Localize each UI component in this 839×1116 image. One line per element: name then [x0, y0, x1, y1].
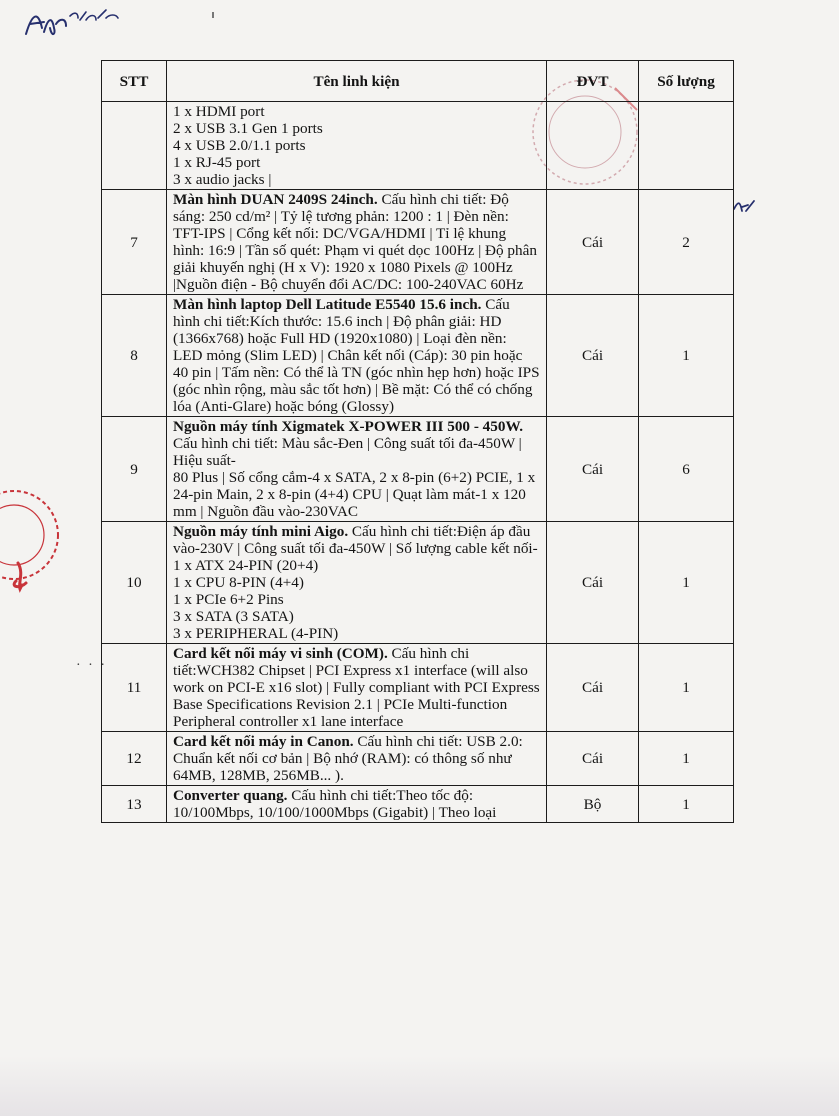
row-stt — [102, 102, 167, 190]
row-qty: 1 — [639, 644, 734, 732]
spec-line: 80 Plus | Số cổng cắm-4 x SATA, 2 x 8-pin (6+2) PCIE, 1 x 24-pin Main, 2 x 8-pin (4+4) CPU | Quạt làm mát-1 x 120 mm | Nguồn đầu vào-230VAC — [173, 469, 536, 520]
row-unit: Cái — [547, 732, 639, 786]
row-unit: Cái — [547, 190, 639, 295]
col-stt: STT — [102, 61, 167, 102]
row-stt: 8 — [102, 295, 167, 417]
col-unit: ĐVT — [547, 61, 639, 102]
item-spec: Cấu hình chi tiết: Màu sắc-Đen | Công suất tối đa-450W | Hiệu suất- — [173, 435, 522, 469]
row-stt: 11 — [102, 644, 167, 732]
row-qty: 2 — [639, 190, 734, 295]
row-desc — [167, 522, 547, 644]
item-title: Màn hình laptop Dell Latitude E5540 15.6 inch. — [173, 296, 482, 313]
item-title: Nguồn máy tính mini Aigo. — [173, 523, 349, 540]
stamp-fragment — [0, 485, 64, 605]
parts-table — [101, 60, 734, 823]
item-title: Nguồn máy tính Xigmatek X-POWER III 500 - 450W. — [173, 418, 524, 435]
row-stt: 9 — [102, 417, 167, 522]
row-qty — [639, 102, 734, 190]
row-stt: 7 — [102, 190, 167, 295]
row-unit — [547, 102, 639, 190]
spec-line: 1 x PCIe 6+2 Pins — [173, 591, 284, 608]
row-desc — [167, 102, 547, 190]
spec-line: 1 x RJ-45 port — [173, 154, 261, 171]
row-stt: 13 — [102, 786, 167, 823]
spec-line: 2 x USB 3.1 Gen 1 ports — [173, 120, 323, 137]
item-spec: Cấu hình chi tiết:Theo tốc độ: 10/100Mbps, 10/100/1000Mbps (Gigabit) | Theo loại — [173, 787, 497, 821]
row-stt: 10 — [102, 522, 167, 644]
item-title: Converter quang. — [173, 787, 288, 804]
scan-bottom-edge — [0, 1056, 839, 1116]
item-title: Màn hình DUAN 2409S 24inch. — [173, 191, 378, 208]
spec-line: 3 x audio jacks | — [173, 171, 272, 188]
table-row — [102, 190, 734, 295]
row-desc — [167, 732, 547, 786]
table-row — [102, 102, 734, 190]
table-row — [102, 644, 734, 732]
table-header-row — [102, 61, 734, 102]
row-unit: Cái — [547, 522, 639, 644]
col-name: Tên linh kiện — [167, 61, 547, 102]
row-unit: Cái — [547, 417, 639, 522]
row-qty: 1 — [639, 786, 734, 823]
row-desc — [167, 295, 547, 417]
row-qty: 1 — [639, 295, 734, 417]
spec-line: 1 x CPU 8-PIN (4+4) — [173, 574, 304, 591]
spec-line: 4 x USB 2.0/1.1 ports — [173, 137, 306, 154]
row-desc — [167, 786, 547, 823]
item-spec: Cấu hình chi tiết:Điện áp đầu vào-230V | Công suất tối đa-450W | Số lượng cable kết nối-1 x ATX 24-PIN (20+4) — [173, 523, 538, 574]
scan-mark — [212, 12, 214, 18]
col-qty: Số lượng — [639, 61, 734, 102]
item-spec: Cấu hình chi tiết: USB 2.0: Chuẩn kết nối cơ bản | Bộ nhớ (RAM): có thông số như 64MB, 128MB, 256MB... ). — [173, 733, 523, 784]
stray-dots: · · · — [76, 658, 107, 673]
row-unit: Bộ — [547, 786, 639, 823]
table-row — [102, 732, 734, 786]
row-desc — [167, 644, 547, 732]
row-desc — [167, 417, 547, 522]
table-row — [102, 417, 734, 522]
row-unit: Cái — [547, 644, 639, 732]
item-title: Card kết nối máy in Canon. — [173, 733, 354, 750]
table-row — [102, 786, 734, 823]
table-row — [102, 522, 734, 644]
spec-line: 3 x PERIPHERAL (4-PIN) — [173, 625, 339, 642]
row-stt: 12 — [102, 732, 167, 786]
signature — [22, 4, 122, 42]
row-qty: 1 — [639, 732, 734, 786]
row-qty: 6 — [639, 417, 734, 522]
spec-line: 1 x HDMI port — [173, 103, 265, 120]
row-desc — [167, 190, 547, 295]
item-spec: Cấu hình chi tiết:WCH382 Chipset | PCI Express x1 interface (will also work on PCI-E x16 slot) | Fully compliant with PCI Express Base Specifications Revision 2.1 | PCIe Multi-function Peripheral controller x1 lane interface — [173, 645, 540, 730]
item-spec: Cấu hình chi tiết: Độ sáng: 250 cd/m² | Tỷ lệ tương phản: 1200 : 1 | Đèn nền: TFT-IPS | Cổng kết nối: DC/VGA/HDMI | Tỉ lệ khung hình: 16:9 | Tần số quét: Phạm vi quét dọc 100Hz | Độ phân giải khuyến nghị (H x V): 1920 x 1080 Pixels @ 100Hz |Nguồn điện - Bộ chuyển đổi AC/DC: 100-240VAC 60Hz — [173, 191, 537, 293]
item-spec: Cấu hình chi tiết:Kích thước: 15.6 inch | Độ phân giải: HD (1366x768) hoặc Full HD (1920x1080) | Loại đèn nền: LED mỏng (Slim LED) | Chân kết nối (Cáp): 30 pin hoặc 40 pin | Tấm nền: Có thể là TN (góc nhìn hẹp hơn) hoặc IPS (góc nhìn rộng, màu sắc tốt hơn) | Bề mặt: Có thể có chống lóa (Anti-Glare) hoặc bóng (Glossy) — [173, 296, 540, 415]
margin-mark — [732, 197, 756, 215]
row-unit: Cái — [547, 295, 639, 417]
row-qty: 1 — [639, 522, 734, 644]
table-row — [102, 295, 734, 417]
item-title: Card kết nối máy vi sinh (COM). — [173, 645, 388, 662]
spec-line: 3 x SATA (3 SATA) — [173, 608, 294, 625]
